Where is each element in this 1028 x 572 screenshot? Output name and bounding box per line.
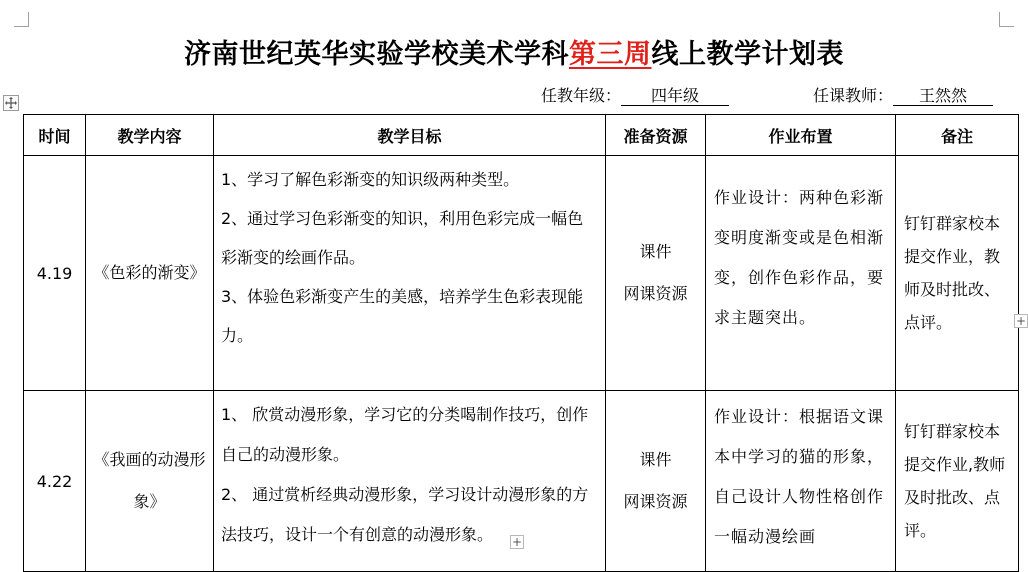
teacher-label: 任课教师： [813, 86, 894, 105]
grade-label: 任教年级： [541, 86, 622, 105]
resource-item: 网课资源 [623, 492, 688, 511]
cell-date[interactable]: 4.22 [24, 391, 86, 572]
move-arrows-glyph [4, 96, 18, 110]
cell-content[interactable]: 《色彩的渐变》 [86, 156, 214, 391]
cell-goals[interactable] [214, 391, 606, 572]
page-corner-mark-top-left [14, 12, 29, 27]
cell-content[interactable]: 《我画的动漫形象》 [86, 391, 214, 572]
header-homework: 作业布置 [706, 115, 896, 156]
move-arrows-icon[interactable] [3, 95, 19, 111]
cell-homework[interactable]: 作业设计：根据语文课本中学习的猫的形象，自己设计人物性格创作一幅动漫绘画 [706, 391, 896, 572]
title-prefix: 济南世纪英华实验学校美术学科 [184, 39, 569, 70]
page-corner-mark-top-right [999, 12, 1014, 27]
header-goals: 教学目标 [214, 115, 606, 156]
cell-note[interactable]: 钉钉群家校本提交作业,教师及时批改、点评。 [896, 391, 1019, 572]
cell-resources[interactable] [606, 156, 706, 391]
cell-date[interactable]: 4.19 [24, 156, 86, 391]
goal-item: 1、学习了解色彩渐变的知识级两种类型。 [221, 170, 520, 189]
teacher-field [813, 83, 993, 106]
cell-homework[interactable]: 作业设计：两种色彩渐变明度渐变或是色相渐变，创作色彩作品，要求主题突出。 [706, 156, 896, 391]
header-content: 教学内容 [86, 115, 214, 156]
table-header-row [24, 115, 1019, 156]
title-week-highlight: 第三周 [569, 39, 652, 70]
add-column-plus-icon[interactable]: + [1015, 314, 1027, 328]
cell-note[interactable]: 钉钉群家校本提交作业，教师及时批改、点评。 [896, 156, 1019, 391]
goal-item: 3、体验色彩渐变产生的美感，培养学生色彩表现能力。 [221, 287, 584, 345]
goal-item: 2、 通过赏析经典动漫形象，学习设计动漫形象的方法技巧，设计一个有创意的动漫形象。 [221, 485, 589, 544]
table-row [24, 156, 1019, 391]
teacher-value: 王然然 [893, 87, 993, 106]
header-notes: 备注 [896, 115, 1019, 156]
teaching-plan-table [23, 114, 1019, 572]
resource-item: 课件 [639, 450, 672, 469]
grade-field [541, 83, 729, 106]
document-title [0, 32, 1028, 71]
header-time: 时间 [24, 115, 86, 156]
resource-item: 课件 [639, 242, 672, 261]
cell-goals[interactable] [214, 156, 606, 391]
header-resources: 准备资源 [606, 115, 706, 156]
resource-item: 网课资源 [623, 284, 688, 303]
grade-value: 四年级 [621, 87, 729, 106]
cell-resources[interactable] [606, 391, 706, 572]
title-suffix: 线上教学计划表 [651, 39, 844, 70]
add-row-plus-icon[interactable]: + [511, 535, 523, 549]
goal-item: 2、通过学习色彩渐变的知识，利用色彩完成一幅色彩渐变的绘画作品。 [221, 209, 584, 267]
goal-item: 1、 欣赏动漫形象，学习它的分类喝制作技巧，创作自己的动漫形象。 [221, 405, 589, 464]
